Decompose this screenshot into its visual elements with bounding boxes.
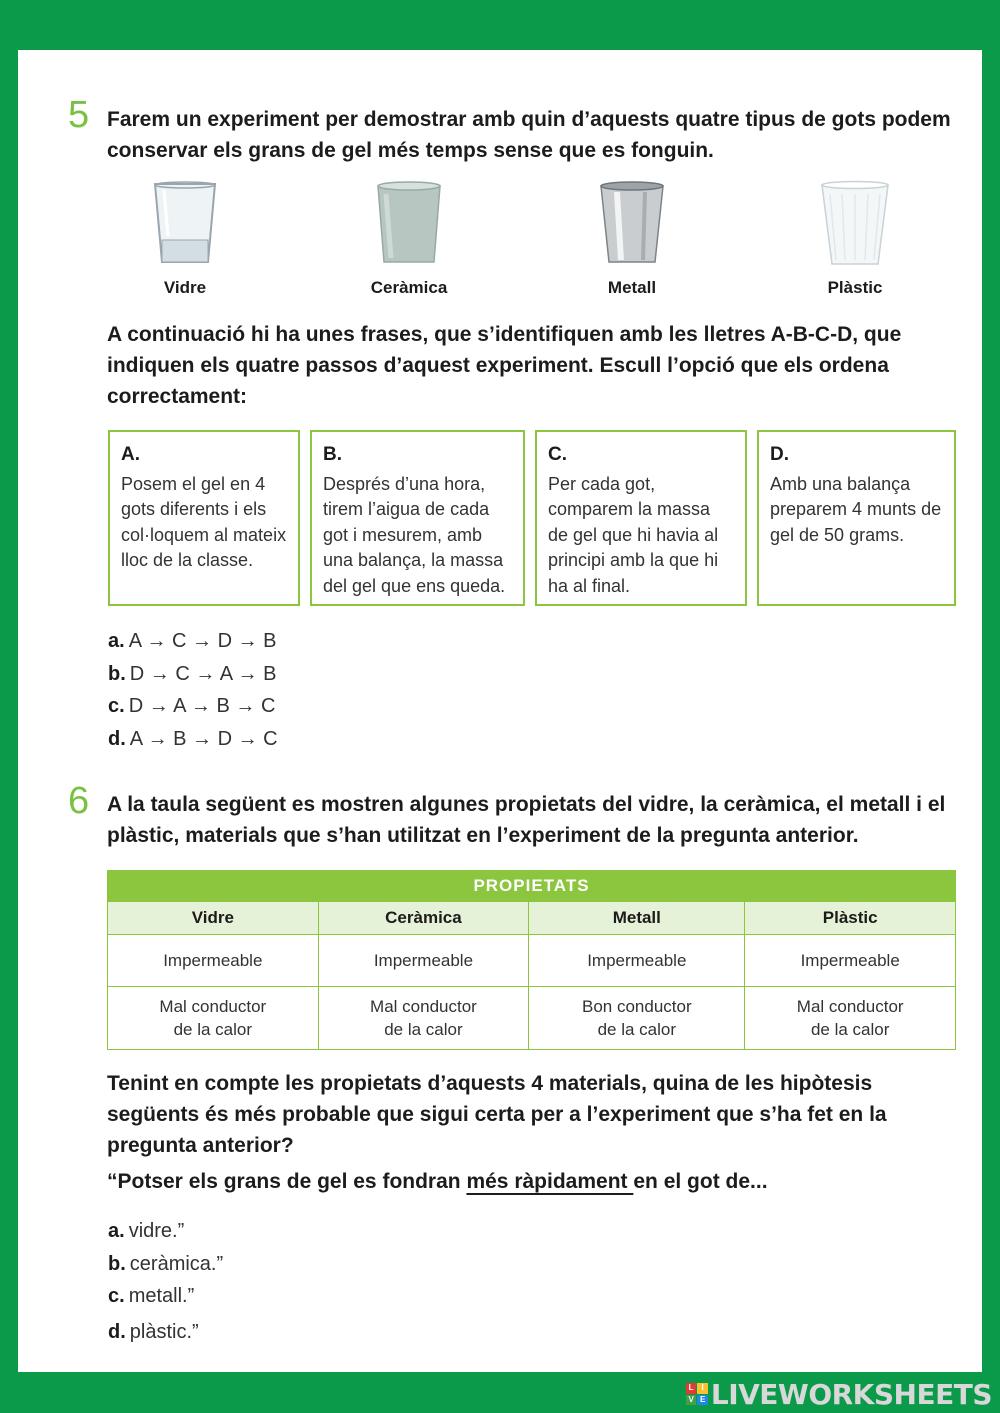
option-letter: a. [108,1220,125,1242]
logo-mark-letter: I [697,1383,708,1394]
cell-line: de la calor [384,1020,463,1039]
properties-table [107,870,956,1050]
option-d[interactable] [108,723,278,756]
question-5-instruction: A continuació hi ha unes frases, que s’identifiquen amb les lletres A-B-C-D, que indiquen els quatre passos d’aquest experiment. Escull l’opció que els ordena correctament: [107,323,902,408]
table-title: PROPIETATS [108,871,956,902]
step-text: Posem el gel en 4 gots diferents i els col·loquem al mateix lloc de la classe. [121,473,287,570]
option-d[interactable] [108,1316,223,1349]
cups-row [88,180,978,305]
step-letter: A. [121,444,140,465]
table-cell: Impermeable [745,935,956,987]
option-text: D → C → A → B [129,662,277,685]
option-b[interactable] [108,658,278,691]
step-box-b [310,430,525,606]
logo-mark-letter: V [686,1395,697,1406]
step-text: Per cada got, comparem la massa de gel que hi havia al principi amb la que hi ha al final. [548,473,719,596]
question-6-number: 6 [68,780,90,822]
table-cell [745,987,956,1050]
step-letter: C. [548,444,567,465]
table-cell: Impermeable [529,935,745,987]
cup-plastic [775,180,935,298]
quote-underlined: més ràpidament [466,1170,634,1193]
hypothesis-quote [107,1170,768,1194]
option-text: plàstic.” [129,1320,199,1343]
cup-label-plastic: Plàstic [827,278,883,297]
option-a[interactable] [108,625,278,658]
table-header: Vidre [108,902,319,935]
step-letter: D. [770,444,789,465]
step-letter: B. [323,444,342,465]
cell-line: de la calor [597,1020,677,1039]
cup-label-metal: Metall [607,278,657,297]
cell-line: de la calor [810,1020,890,1039]
step-box-c [535,430,747,606]
table-cell: Impermeable [318,935,529,987]
liveworksheets-logo[interactable] [686,1379,992,1409]
option-text: D → A → B → C [128,695,276,717]
table-cell [108,987,319,1050]
option-letter: d. [108,1320,126,1343]
option-b[interactable] [108,1248,223,1281]
question-5-options [108,625,278,755]
quote-start: “Potser els grans de gel es fondran [107,1170,467,1193]
table-header: Metall [529,902,745,935]
option-text: vidre.” [128,1220,185,1242]
glass-cup-icon [150,180,220,266]
option-letter: a. [108,630,125,652]
table-row [108,987,956,1050]
table-header: Plàstic [745,902,956,935]
option-c[interactable] [108,690,278,723]
question-5-text: Farem un experiment per demostrar amb quin d’aquests quatre tipus de gots podem conservar els grans de gel més temps sense que es fonguin. [107,108,951,162]
table-header: Ceràmica [318,902,529,935]
ceramic-cup-icon [374,180,444,266]
cup-label-glass: Vidre [163,278,207,297]
table-cell [318,987,529,1050]
question-6-question: Tenint en compte les propietats d’aquests 4 materials, quina de les hipòtesis següents és més probable que sigui certa per a l’experiment que s’ha fet en la pregunta anterior? [107,1072,887,1157]
question-5-number: 5 [68,94,90,136]
option-a[interactable] [108,1215,223,1248]
option-letter: b. [108,662,126,685]
option-text: A → C → D → B [128,630,277,652]
question-6-text: A la taula següent es mostren algunes propietats del vidre, la ceràmica, el metall i el plàstic, materials que s’han utilitzat en l’experiment de la pregunta anterior. [107,793,946,847]
option-text: A → B → D → C [129,727,278,750]
step-text: Després d’una hora, tirem l’aigua de cada got i mesurem, amb una balança, la massa del gel que ens queda. [323,473,506,596]
logo-mark-letter: E [697,1395,708,1406]
option-letter: c. [108,1285,125,1307]
quote-end: en el got de... [633,1170,768,1193]
cell-line: Mal conductor [796,997,904,1016]
cup-label-ceramic: Ceràmica [370,278,448,297]
question-6-options [108,1215,223,1348]
step-text: Amb una balança preparem 4 munts de gel de 50 grams. [770,473,942,545]
worksheet-page [18,50,982,1372]
option-text: metall.” [128,1285,195,1307]
cell-line: Mal conductor [370,997,477,1016]
cell-line: de la calor [173,1020,253,1039]
cup-metal [552,180,712,298]
plastic-cup-icon [820,180,890,266]
step-box-a [108,430,300,606]
logo-text: LIVEWORKSHEETS [710,1377,992,1411]
table-row [108,935,956,987]
cup-ceramic [329,180,489,298]
option-letter: c. [108,695,125,717]
cell-line: Bon conductor [581,997,692,1016]
option-text: ceràmica.” [129,1252,224,1275]
logo-mark-letter: L [686,1383,697,1394]
cell-line: Mal conductor [159,997,267,1016]
option-c[interactable] [108,1280,223,1313]
table-cell [529,987,745,1050]
step-box-d [757,430,956,606]
option-letter: d. [108,727,126,750]
cup-glass [105,180,265,298]
metal-cup-icon [597,180,667,266]
liveworksheets-logo-icon [686,1383,708,1405]
table-cell: Impermeable [108,935,319,987]
option-letter: b. [108,1252,126,1275]
